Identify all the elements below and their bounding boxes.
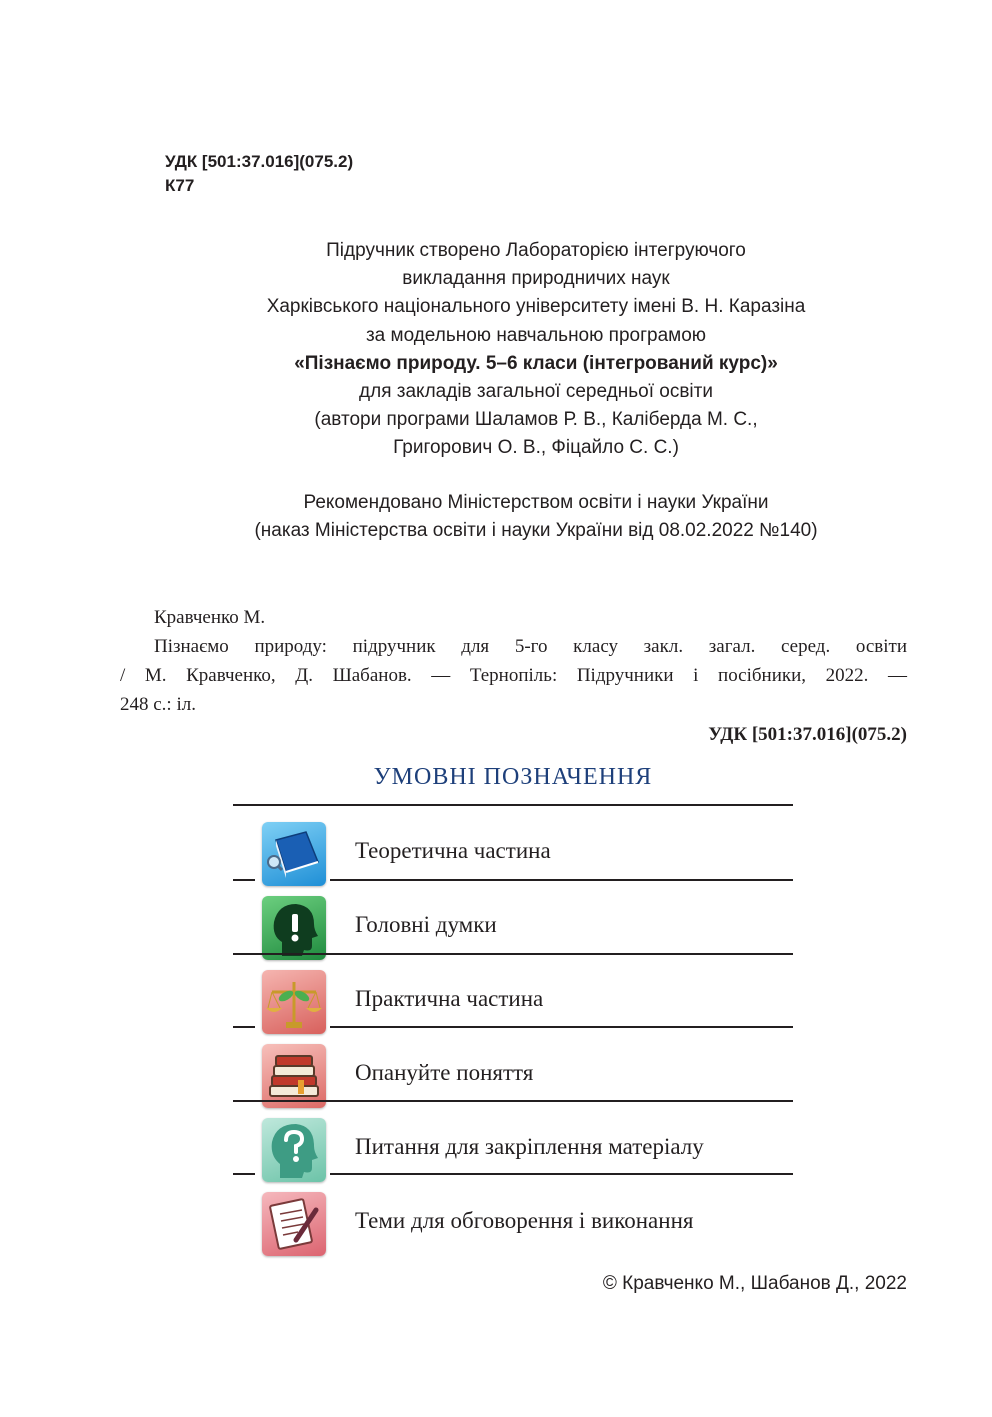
- info-line: (автори програми Шаламов Р. В., Каліберда М. С.,: [314, 409, 758, 431]
- biblio-line: / М. Кравченко, Д. Шабанов. — Тернопіль: Підручники і посібники, 2022. —: [120, 665, 907, 686]
- bibliographic-record: [120, 603, 907, 719]
- info-line: Підручник створено Лабораторією інтегруючого: [326, 240, 746, 261]
- head-question-icon: [262, 1118, 326, 1182]
- legend-divider: [233, 1173, 255, 1175]
- biblio-line: Пізнаємо природу: підручник для 5-го класу закл. загал. серед. освіти: [154, 636, 907, 657]
- recommendation-line: Рекомендовано Міністерством освіти і науки України: [303, 492, 769, 513]
- legend-item-concepts: [233, 1044, 793, 1114]
- legend-divider: [233, 1100, 793, 1102]
- scales-plant-icon: [262, 970, 326, 1034]
- legend-item-questions: [233, 1118, 793, 1188]
- legend-label: Практична частина: [355, 986, 544, 1011]
- legend-label: Головні думки: [355, 912, 497, 937]
- info-line: за модельною навчальною програмою: [365, 324, 707, 346]
- legend-divider: [233, 804, 793, 806]
- legend-divider: [233, 879, 255, 881]
- legend-item-discussion: [233, 1192, 793, 1262]
- legend-item-practice: [233, 970, 793, 1040]
- udk-code: УДК [501:37.016](075.2): [165, 152, 354, 171]
- book-magnifier-icon: [262, 822, 326, 886]
- publisher-info: [0, 237, 992, 463]
- legend-label: Опануйте поняття: [355, 1060, 534, 1085]
- legend-item-main-ideas: [233, 896, 793, 966]
- notepad-pencil-icon: [262, 1192, 326, 1256]
- legend-title: УМОВНІ ПОЗНАЧЕННЯ: [373, 764, 653, 790]
- author-mark: К77: [165, 176, 195, 195]
- legend-item-theory: [233, 822, 793, 892]
- head-exclamation-icon: [262, 896, 326, 960]
- biblio-author: Кравченко М.: [154, 607, 266, 628]
- legend-divider: [330, 879, 793, 881]
- legend-label: Питання для закріплення матеріалу: [355, 1134, 704, 1159]
- udk-header: [165, 150, 353, 198]
- biblio-udk: УДК [501:37.016](075.2): [708, 724, 907, 745]
- legend-divider: [330, 1173, 793, 1175]
- legend-divider: [233, 1026, 255, 1028]
- info-line: для закладів загальної середньої освіти: [359, 381, 713, 403]
- info-line: Харківського національного університету імені В. Н. Каразіна: [266, 296, 806, 318]
- program-title: «Пізнаємо природу. 5–6 класи (інтегрований курс)»: [294, 352, 778, 374]
- legend-label: Теми для обговорення і виконання: [355, 1208, 694, 1233]
- biblio-line: 248 с.: іл.: [120, 694, 196, 715]
- copyright: © Кравченко М., Шабанов Д., 2022: [602, 1273, 907, 1294]
- recommendation: [0, 489, 992, 545]
- legend-label: Теоретична частина: [355, 838, 551, 863]
- legend-divider: [233, 953, 793, 955]
- info-line: Григорович О. В., Фіцайло С. С.): [393, 437, 679, 459]
- info-line: викладання природничих наук: [402, 268, 670, 290]
- recommendation-line: (наказ Міністерства освіти і науки України від 08.02.2022 №140): [254, 520, 818, 542]
- legend-divider: [330, 1026, 793, 1028]
- books-stack-icon: [262, 1044, 326, 1108]
